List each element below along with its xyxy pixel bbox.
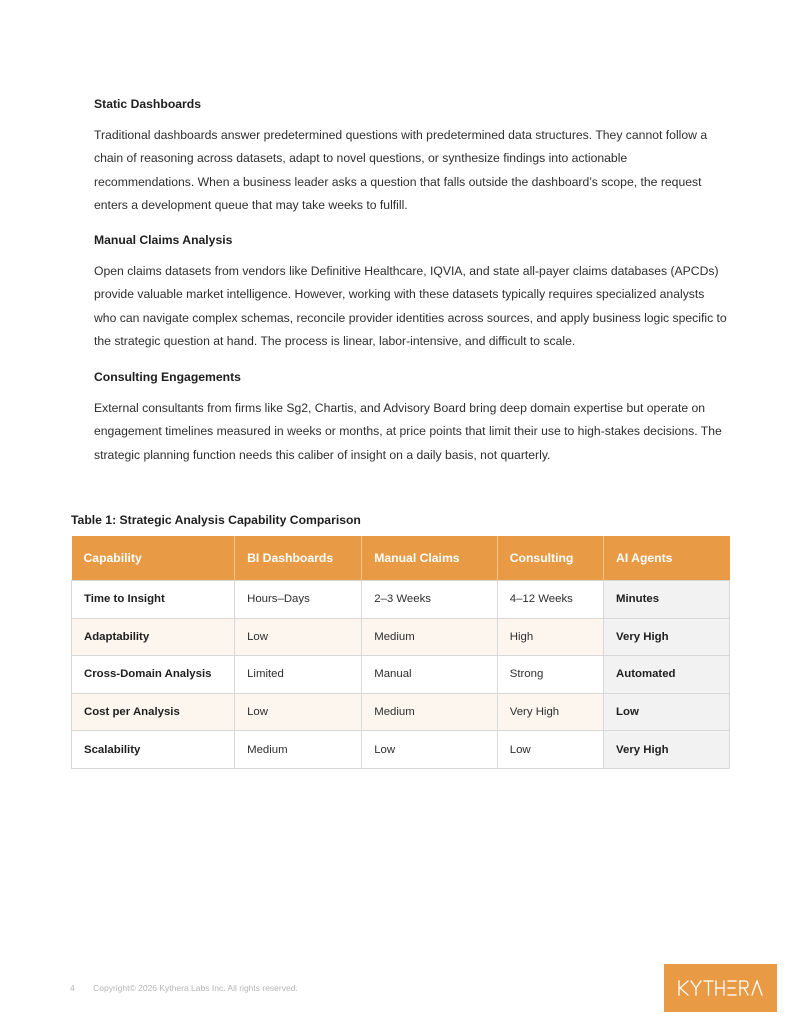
table-row [72,618,730,656]
table-cell: Medium [362,693,498,731]
table-cell: Low [497,731,603,769]
row-label: Scalability [72,731,235,769]
table-cell-ai: Minutes [604,581,730,619]
page-footer [70,983,298,993]
column-header-consulting: Consulting [497,536,603,581]
table-cell: Medium [362,618,498,656]
section-consulting [94,370,730,467]
table-cell: Strong [497,656,603,694]
column-header-ai-agents: AI Agents [604,536,730,581]
copyright-text: Copyright© 2026 Kythera Labs Inc. All rights reserved. [93,983,298,993]
column-header-manual-claims: Manual Claims [362,536,498,581]
kythera-logo [664,964,777,1012]
table-row [72,693,730,731]
table-cell: Hours–Days [235,581,362,619]
section-body: Open claims datasets from vendors like Definitive Healthcare, IQVIA, and state all-payer claims databases (APCDs) provide valuable market intelligence. However, working with these datasets typically requires specialized analysts who can navigate complex schemas, reconcile provider identities across sources, and apply business logic specific to the strategic question at hand. The process is linear, labor-intensive, and difficult to scale. [94,264,727,349]
table-cell: High [497,618,603,656]
table-cell-ai: Automated [604,656,730,694]
table-row [72,656,730,694]
section-heading: Manual Claims Analysis [94,233,233,247]
table-cell: Manual [362,656,498,694]
table-caption: Table 1: Strategic Analysis Capability Comparison [71,513,361,527]
table-cell: Limited [235,656,362,694]
section-heading: Static Dashboards [94,97,202,111]
section-manual-claims [94,233,730,354]
table-cell: Low [235,693,362,731]
table-row [72,581,730,619]
table-cell: Low [235,618,362,656]
table-cell-ai: Very High [604,618,730,656]
section-static-dashboards [94,97,730,218]
row-label: Time to Insight [72,581,235,619]
table-cell: 2–3 Weeks [362,581,498,619]
section-body: External consultants from firms like Sg2, Chartis, and Advisory Board bring deep domain expertise but operate on engagement timelines measured in weeks or months, at price points that limit their use to high-stakes decisions. The strategic planning function needs this caliber of insight on a daily basis, not quarterly. [94,401,722,462]
column-header-bi-dashboards: BI Dashboards [235,536,362,581]
capability-comparison-table [71,536,730,769]
table-cell-ai: Very High [604,731,730,769]
section-heading: Consulting Engagements [94,370,241,384]
table-cell: 4–12 Weeks [497,581,603,619]
table-cell: Medium [235,731,362,769]
page-number: 4 [70,983,75,993]
table-cell: Very High [497,693,603,731]
table-cell-ai: Low [604,693,730,731]
row-label: Adaptability [72,618,235,656]
section-body: Traditional dashboards answer predetermined questions with predetermined data structures. They cannot follow a chain of reasoning across datasets, adapt to novel questions, or synthesize findings into actionable recommendations. When a business leader asks a question that falls outside the dashboard’s scope, the request enters a development queue that may take weeks to fulfill. [94,128,708,213]
row-label: Cost per Analysis [72,693,235,731]
kythera-wordmark-icon [678,980,764,996]
column-header-capability: Capability [72,536,235,581]
table-cell: Low [362,731,498,769]
row-label: Cross-Domain Analysis [72,656,235,694]
table-row [72,731,730,769]
table-header-row [72,536,730,581]
